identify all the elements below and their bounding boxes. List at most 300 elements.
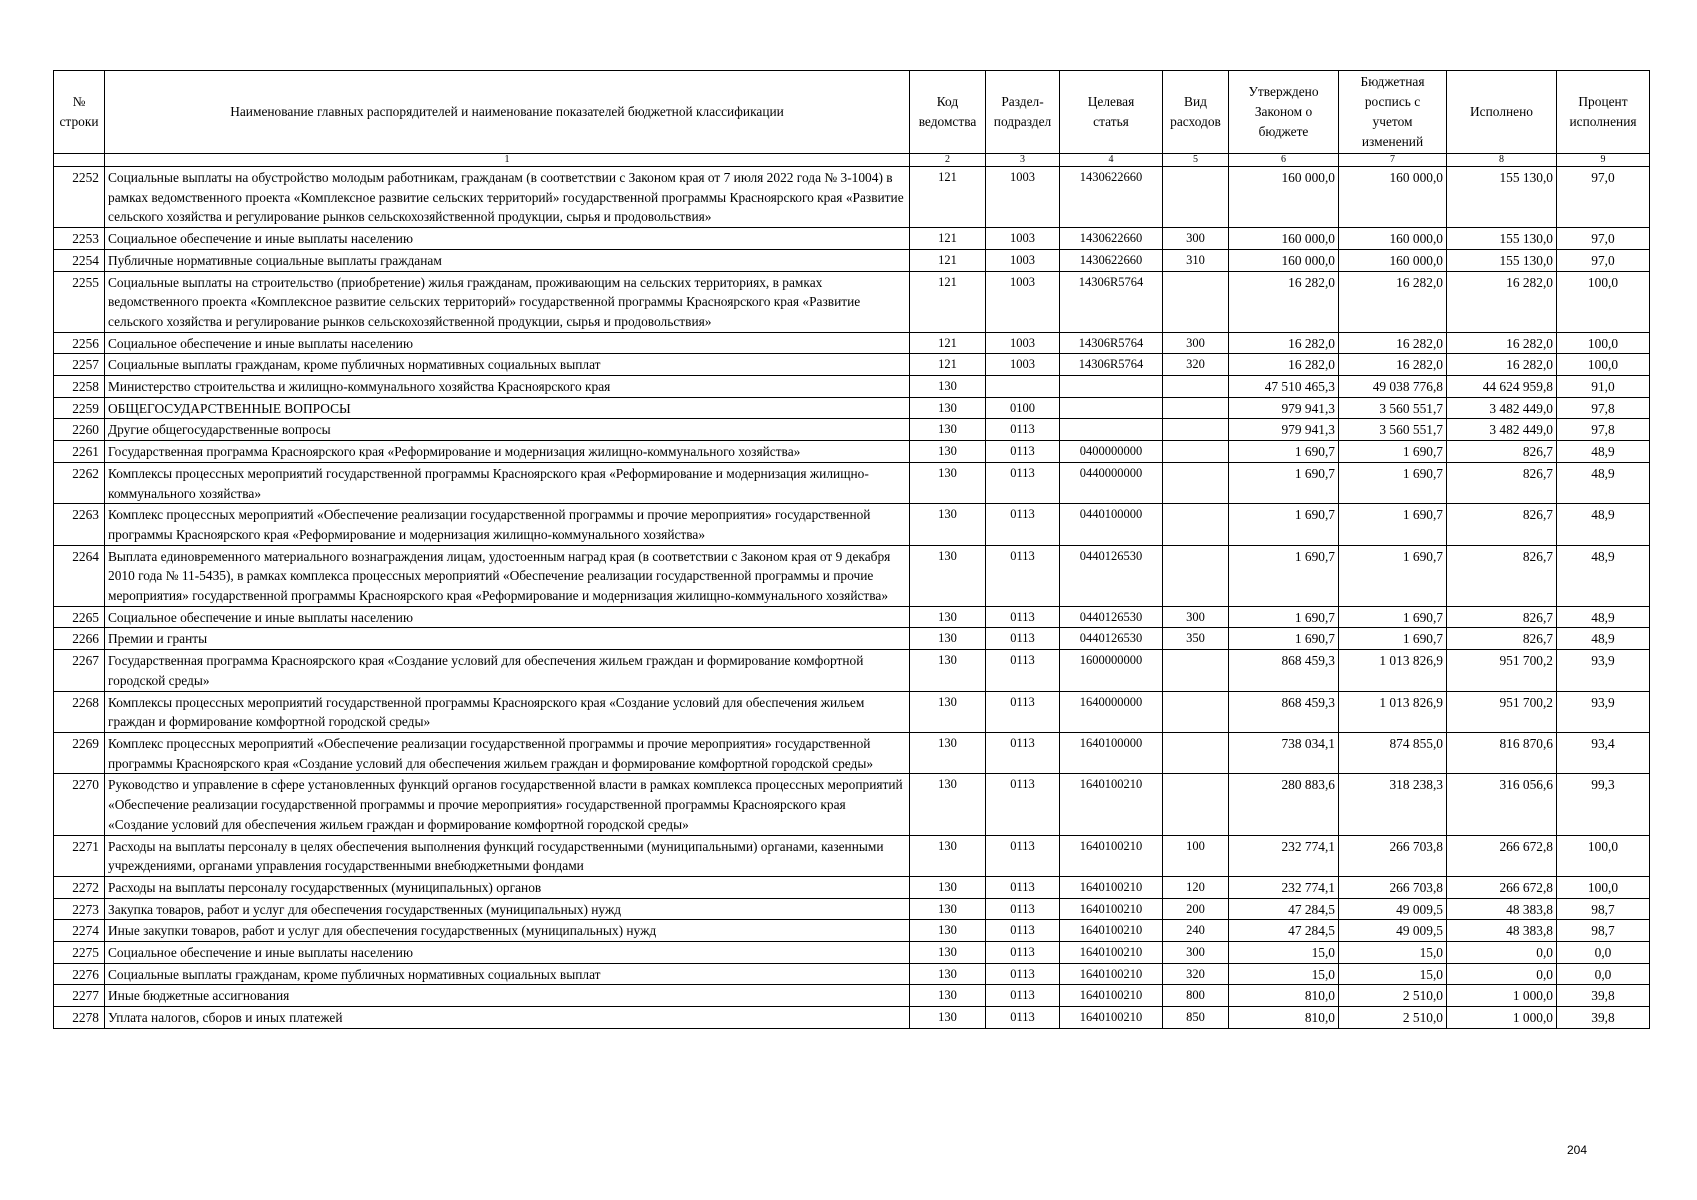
cell-target-article: 0400000000 [1060, 441, 1163, 463]
cell-expense-type [1163, 545, 1229, 606]
table-row [54, 942, 1650, 964]
cell-budget-list: 15,0 [1339, 942, 1447, 964]
cell-approved: 16 282,0 [1229, 354, 1339, 376]
cell-row-number: 2274 [54, 920, 105, 942]
cell-budget-list: 1 690,7 [1339, 545, 1447, 606]
cell-department-code: 130 [910, 650, 986, 691]
col-header-percent: Процент исполнения [1557, 71, 1650, 154]
column-number-row [54, 154, 1650, 167]
cell-approved: 15,0 [1229, 942, 1339, 964]
cell-name: Иные закупки товаров, работ и услуг для обеспечения государственных (муниципальных) нужд [105, 920, 910, 942]
cell-expense-type: 300 [1163, 228, 1229, 250]
cell-percent: 93,4 [1557, 732, 1650, 773]
table-row [54, 545, 1650, 606]
col-header-section: Раздел- подраздел [986, 71, 1060, 154]
cell-department-code: 130 [910, 774, 986, 835]
cell-expense-type [1163, 732, 1229, 773]
col-header-budget-list: Бюджетная роспись с учетом изменений [1339, 71, 1447, 154]
table-row [54, 332, 1650, 354]
cell-department-code: 130 [910, 876, 986, 898]
cell-approved: 1 690,7 [1229, 628, 1339, 650]
cell-percent: 48,9 [1557, 462, 1650, 503]
cell-executed: 826,7 [1447, 628, 1557, 650]
cell-executed: 951 700,2 [1447, 691, 1557, 732]
cell-expense-type: 300 [1163, 942, 1229, 964]
cell-target-article: 1640100210 [1060, 920, 1163, 942]
cell-target-article: 14306R5764 [1060, 332, 1163, 354]
cell-department-code: 130 [910, 628, 986, 650]
cell-section: 0113 [986, 628, 1060, 650]
cell-executed: 48 383,8 [1447, 920, 1557, 942]
table-row [54, 732, 1650, 773]
col-header-target-article: Целевая статья [1060, 71, 1163, 154]
header-row [54, 71, 1650, 154]
cell-expense-type: 310 [1163, 249, 1229, 271]
cell-target-article: 1640100210 [1060, 898, 1163, 920]
cell-section: 1003 [986, 271, 1060, 332]
cell-name: Комплексы процессных мероприятий государственной программы Красноярского края «Создание условий для обеспечения жильем граждан и формирование комфортной городской среды» [105, 691, 910, 732]
cell-executed: 155 130,0 [1447, 228, 1557, 250]
cell-section: 1003 [986, 228, 1060, 250]
cell-name: Уплата налогов, сборов и иных платежей [105, 1007, 910, 1029]
cell-target-article: 1640100210 [1060, 835, 1163, 876]
cell-target-article: 14306R5764 [1060, 354, 1163, 376]
cell-section: 0113 [986, 441, 1060, 463]
cell-target-article [1060, 419, 1163, 441]
cell-department-code: 130 [910, 606, 986, 628]
cell-target-article: 0440126530 [1060, 606, 1163, 628]
cell-approved: 1 690,7 [1229, 441, 1339, 463]
table-row [54, 920, 1650, 942]
cell-target-article: 1640100210 [1060, 942, 1163, 964]
cell-percent: 0,0 [1557, 942, 1650, 964]
cell-section: 0113 [986, 1007, 1060, 1029]
cell-budget-list: 2 510,0 [1339, 1007, 1447, 1029]
cell-percent: 48,9 [1557, 545, 1650, 606]
table-row [54, 1007, 1650, 1029]
cell-budget-list: 1 690,7 [1339, 606, 1447, 628]
cell-expense-type [1163, 376, 1229, 398]
cell-name: Социальное обеспечение и иные выплаты населению [105, 228, 910, 250]
cell-executed: 826,7 [1447, 606, 1557, 628]
cell-percent: 91,0 [1557, 376, 1650, 398]
cell-row-number: 2275 [54, 942, 105, 964]
cell-approved: 15,0 [1229, 963, 1339, 985]
cell-approved: 810,0 [1229, 1007, 1339, 1029]
table-row [54, 419, 1650, 441]
table-row [54, 271, 1650, 332]
cell-executed: 3 482 449,0 [1447, 397, 1557, 419]
cell-expense-type [1163, 271, 1229, 332]
cell-approved: 47 284,5 [1229, 898, 1339, 920]
cell-percent: 97,8 [1557, 397, 1650, 419]
cell-expense-type [1163, 691, 1229, 732]
cell-target-article [1060, 376, 1163, 398]
table-row [54, 606, 1650, 628]
cell-budget-list: 49 038 776,8 [1339, 376, 1447, 398]
cell-department-code: 121 [910, 249, 986, 271]
table-row [54, 354, 1650, 376]
cell-budget-list: 1 690,7 [1339, 628, 1447, 650]
cell-name: Социальные выплаты на строительство (приобретение) жилья гражданам, проживающим на сельских территориях, в рамках ведомственного проекта «Комплексное развитие сельских территорий» государственной программы Красноярского края «Развитие сельского хозяйства и регулирование рынков сельскохозяйственной продукции, сырья и продовольствия» [105, 271, 910, 332]
cell-approved: 232 774,1 [1229, 835, 1339, 876]
cell-target-article: 0440126530 [1060, 628, 1163, 650]
cell-name: ОБЩЕГОСУДАРСТВЕННЫЕ ВОПРОСЫ [105, 397, 910, 419]
cell-row-number: 2272 [54, 876, 105, 898]
cell-approved: 16 282,0 [1229, 332, 1339, 354]
cell-executed: 48 383,8 [1447, 898, 1557, 920]
cell-row-number: 2270 [54, 774, 105, 835]
cell-target-article: 14306R5764 [1060, 271, 1163, 332]
cell-budget-list: 49 009,5 [1339, 920, 1447, 942]
cell-approved: 280 883,6 [1229, 774, 1339, 835]
cell-executed: 1 000,0 [1447, 1007, 1557, 1029]
cell-section: 0113 [986, 963, 1060, 985]
col-header-executed: Исполнено [1447, 71, 1557, 154]
cell-approved: 47 284,5 [1229, 920, 1339, 942]
cell-percent: 97,0 [1557, 249, 1650, 271]
cell-budget-list: 3 560 551,7 [1339, 397, 1447, 419]
cell-name: Премии и гранты [105, 628, 910, 650]
cell-expense-type [1163, 397, 1229, 419]
cell-budget-list: 160 000,0 [1339, 167, 1447, 228]
cell-approved: 738 034,1 [1229, 732, 1339, 773]
cell-section: 0113 [986, 876, 1060, 898]
table-row [54, 167, 1650, 228]
cell-department-code: 130 [910, 462, 986, 503]
cell-row-number: 2278 [54, 1007, 105, 1029]
table-row [54, 504, 1650, 545]
cell-department-code: 121 [910, 354, 986, 376]
cell-section: 0113 [986, 419, 1060, 441]
cell-section: 0113 [986, 504, 1060, 545]
cell-percent: 39,8 [1557, 1007, 1650, 1029]
cell-executed: 44 624 959,8 [1447, 376, 1557, 398]
budget-table [53, 70, 1650, 1029]
cell-executed: 16 282,0 [1447, 271, 1557, 332]
cell-expense-type [1163, 504, 1229, 545]
col-header-name: Наименование главных распорядителей и наименование показателей бюджетной классификации [105, 71, 910, 154]
cell-approved: 979 941,3 [1229, 419, 1339, 441]
table-row [54, 985, 1650, 1007]
cell-section: 0113 [986, 835, 1060, 876]
cell-approved: 1 690,7 [1229, 606, 1339, 628]
cell-row-number: 2262 [54, 462, 105, 503]
cell-executed: 0,0 [1447, 963, 1557, 985]
cell-department-code: 130 [910, 441, 986, 463]
cell-executed: 266 672,8 [1447, 835, 1557, 876]
cell-section: 1003 [986, 167, 1060, 228]
table-row [54, 249, 1650, 271]
cell-budget-list: 1 690,7 [1339, 504, 1447, 545]
cell-name: Социальное обеспечение и иные выплаты населению [105, 332, 910, 354]
cell-approved: 232 774,1 [1229, 876, 1339, 898]
cell-department-code: 130 [910, 376, 986, 398]
cell-executed: 816 870,6 [1447, 732, 1557, 773]
cell-row-number: 2276 [54, 963, 105, 985]
cell-expense-type [1163, 462, 1229, 503]
cell-department-code: 130 [910, 985, 986, 1007]
cell-expense-type [1163, 441, 1229, 463]
page-number: 204 [1567, 1143, 1588, 1157]
cell-name: Социальное обеспечение и иные выплаты населению [105, 942, 910, 964]
cell-executed: 826,7 [1447, 545, 1557, 606]
cell-percent: 98,7 [1557, 898, 1650, 920]
table-row [54, 876, 1650, 898]
cell-section: 0113 [986, 942, 1060, 964]
cell-executed: 266 672,8 [1447, 876, 1557, 898]
cell-expense-type: 100 [1163, 835, 1229, 876]
cell-budget-list: 49 009,5 [1339, 898, 1447, 920]
cell-budget-list: 1 690,7 [1339, 441, 1447, 463]
cell-target-article: 0440000000 [1060, 462, 1163, 503]
cell-row-number: 2268 [54, 691, 105, 732]
table-row [54, 376, 1650, 398]
table-row [54, 774, 1650, 835]
cell-percent: 97,8 [1557, 419, 1650, 441]
cell-section [986, 376, 1060, 398]
cell-row-number: 2258 [54, 376, 105, 398]
cell-percent: 0,0 [1557, 963, 1650, 985]
cell-target-article: 1430622660 [1060, 249, 1163, 271]
cell-row-number: 2271 [54, 835, 105, 876]
cell-approved: 868 459,3 [1229, 691, 1339, 732]
cell-department-code: 130 [910, 1007, 986, 1029]
col-number-3: 3 [986, 154, 1060, 167]
cell-executed: 826,7 [1447, 462, 1557, 503]
cell-expense-type: 320 [1163, 963, 1229, 985]
cell-target-article: 1640100210 [1060, 985, 1163, 1007]
col-header-approved: Утверждено Законом о бюджете [1229, 71, 1339, 154]
cell-budget-list: 160 000,0 [1339, 249, 1447, 271]
cell-name: Иные бюджетные ассигнования [105, 985, 910, 1007]
cell-department-code: 130 [910, 898, 986, 920]
cell-percent: 48,9 [1557, 606, 1650, 628]
col-header-expense-type: Вид расходов [1163, 71, 1229, 154]
cell-target-article: 0440126530 [1060, 545, 1163, 606]
cell-budget-list: 874 855,0 [1339, 732, 1447, 773]
cell-percent: 100,0 [1557, 271, 1650, 332]
cell-percent: 98,7 [1557, 920, 1650, 942]
cell-expense-type: 800 [1163, 985, 1229, 1007]
cell-name: Социальное обеспечение и иные выплаты населению [105, 606, 910, 628]
cell-row-number: 2273 [54, 898, 105, 920]
cell-section: 0113 [986, 606, 1060, 628]
cell-expense-type [1163, 419, 1229, 441]
cell-name: Государственная программа Красноярского края «Реформирование и модернизация жилищно-коммунального хозяйства» [105, 441, 910, 463]
cell-budget-list: 15,0 [1339, 963, 1447, 985]
cell-percent: 93,9 [1557, 650, 1650, 691]
cell-approved: 1 690,7 [1229, 504, 1339, 545]
cell-executed: 16 282,0 [1447, 354, 1557, 376]
cell-approved: 1 690,7 [1229, 462, 1339, 503]
cell-name: Комплекс процессных мероприятий «Обеспечение реализации государственной программы и прочие мероприятия» государственной программы Красноярского края «Создание условий для обеспечения жильем граждан и формирование комфортной городской среды» [105, 732, 910, 773]
cell-department-code: 130 [910, 419, 986, 441]
cell-expense-type: 300 [1163, 332, 1229, 354]
cell-expense-type [1163, 167, 1229, 228]
cell-row-number: 2256 [54, 332, 105, 354]
cell-department-code: 130 [910, 835, 986, 876]
table-row [54, 628, 1650, 650]
col-number-0 [54, 154, 105, 167]
cell-budget-list: 1 690,7 [1339, 462, 1447, 503]
col-number-4: 4 [1060, 154, 1163, 167]
table-row [54, 963, 1650, 985]
cell-name: Министерство строительства и жилищно-коммунального хозяйства Красноярского края [105, 376, 910, 398]
cell-department-code: 121 [910, 332, 986, 354]
cell-expense-type: 200 [1163, 898, 1229, 920]
cell-name: Закупка товаров, работ и услуг для обеспечения государственных (муниципальных) нужд [105, 898, 910, 920]
cell-executed: 316 056,6 [1447, 774, 1557, 835]
cell-budget-list: 266 703,8 [1339, 835, 1447, 876]
cell-department-code: 130 [910, 545, 986, 606]
cell-department-code: 130 [910, 942, 986, 964]
cell-executed: 0,0 [1447, 942, 1557, 964]
cell-budget-list: 160 000,0 [1339, 228, 1447, 250]
cell-section: 0113 [986, 898, 1060, 920]
cell-expense-type: 120 [1163, 876, 1229, 898]
table-row [54, 691, 1650, 732]
cell-percent: 93,9 [1557, 691, 1650, 732]
cell-row-number: 2253 [54, 228, 105, 250]
cell-executed: 826,7 [1447, 504, 1557, 545]
table-body [54, 167, 1650, 1029]
table-row [54, 462, 1650, 503]
cell-approved: 810,0 [1229, 985, 1339, 1007]
cell-executed: 951 700,2 [1447, 650, 1557, 691]
cell-name: Социальные выплаты гражданам, кроме публичных нормативных социальных выплат [105, 354, 910, 376]
cell-target-article [1060, 397, 1163, 419]
cell-name: Социальные выплаты гражданам, кроме публичных нормативных социальных выплат [105, 963, 910, 985]
cell-department-code: 130 [910, 504, 986, 545]
cell-name: Комплекс процессных мероприятий «Обеспечение реализации государственной программы и прочие мероприятия» государственной программы Красноярского края «Реформирование и модернизация жилищно-коммунального хозяйства» [105, 504, 910, 545]
cell-department-code: 121 [910, 167, 986, 228]
table-row [54, 228, 1650, 250]
cell-percent: 100,0 [1557, 332, 1650, 354]
col-header-row-number: № строки [54, 71, 105, 154]
cell-percent: 97,0 [1557, 228, 1650, 250]
cell-approved: 160 000,0 [1229, 167, 1339, 228]
cell-target-article: 1430622660 [1060, 167, 1163, 228]
cell-target-article: 1640000000 [1060, 691, 1163, 732]
cell-percent: 48,9 [1557, 441, 1650, 463]
cell-section: 0113 [986, 691, 1060, 732]
cell-name: Публичные нормативные социальные выплаты гражданам [105, 249, 910, 271]
cell-department-code: 121 [910, 228, 986, 250]
cell-target-article: 1430622660 [1060, 228, 1163, 250]
cell-target-article: 1640100210 [1060, 963, 1163, 985]
cell-row-number: 2277 [54, 985, 105, 1007]
cell-name: Другие общегосударственные вопросы [105, 419, 910, 441]
cell-expense-type: 240 [1163, 920, 1229, 942]
cell-section: 0113 [986, 985, 1060, 1007]
cell-row-number: 2260 [54, 419, 105, 441]
cell-target-article: 1600000000 [1060, 650, 1163, 691]
cell-row-number: 2267 [54, 650, 105, 691]
cell-percent: 39,8 [1557, 985, 1650, 1007]
cell-section: 0113 [986, 650, 1060, 691]
cell-budget-list: 1 013 826,9 [1339, 650, 1447, 691]
cell-approved: 47 510 465,3 [1229, 376, 1339, 398]
cell-approved: 979 941,3 [1229, 397, 1339, 419]
cell-row-number: 2259 [54, 397, 105, 419]
table-row [54, 397, 1650, 419]
cell-budget-list: 318 238,3 [1339, 774, 1447, 835]
cell-department-code: 121 [910, 271, 986, 332]
cell-section: 0113 [986, 545, 1060, 606]
cell-percent: 100,0 [1557, 876, 1650, 898]
cell-expense-type: 350 [1163, 628, 1229, 650]
cell-name: Расходы на выплаты персоналу государственных (муниципальных) органов [105, 876, 910, 898]
cell-name: Выплата единовременного материального вознаграждения лицам, удостоенным наград края (в соответствии с Законом края от 9 декабря 2010 года № 11-5435), в рамках комплекса процессных мероприятий «Обеспечение реализации государственной программы и прочие мероприятия» государственной программы Красноярского края «Реформирование и модернизация жилищно-коммунального хозяйства» [105, 545, 910, 606]
col-number-6: 6 [1229, 154, 1339, 167]
cell-name: Социальные выплаты на обустройство молодым работникам, гражданам (в соответствии с Законом края от 7 июля 2022 года № 3-1004) в рамках ведомственного проекта «Комплексное развитие сельских территорий» государственной программы Красноярского края «Развитие сельского хозяйства и регулирование рынков сельскохозяйственной продукции, сырья и продовольствия» [105, 167, 910, 228]
table-row [54, 898, 1650, 920]
cell-executed: 3 482 449,0 [1447, 419, 1557, 441]
cell-budget-list: 1 013 826,9 [1339, 691, 1447, 732]
cell-expense-type: 320 [1163, 354, 1229, 376]
col-header-department-code: Код ведомства [910, 71, 986, 154]
col-number-8: 8 [1447, 154, 1557, 167]
cell-percent: 100,0 [1557, 354, 1650, 376]
cell-approved: 868 459,3 [1229, 650, 1339, 691]
cell-target-article: 1640100000 [1060, 732, 1163, 773]
cell-percent: 99,3 [1557, 774, 1650, 835]
cell-row-number: 2261 [54, 441, 105, 463]
cell-executed: 826,7 [1447, 441, 1557, 463]
table-row [54, 650, 1650, 691]
cell-section: 0113 [986, 920, 1060, 942]
cell-percent: 48,9 [1557, 504, 1650, 545]
cell-percent: 100,0 [1557, 835, 1650, 876]
cell-department-code: 130 [910, 732, 986, 773]
cell-row-number: 2266 [54, 628, 105, 650]
col-number-9: 9 [1557, 154, 1650, 167]
cell-budget-list: 3 560 551,7 [1339, 419, 1447, 441]
cell-department-code: 130 [910, 963, 986, 985]
cell-row-number: 2255 [54, 271, 105, 332]
cell-approved: 160 000,0 [1229, 249, 1339, 271]
cell-expense-type [1163, 774, 1229, 835]
cell-section: 1003 [986, 354, 1060, 376]
cell-row-number: 2269 [54, 732, 105, 773]
cell-budget-list: 2 510,0 [1339, 985, 1447, 1007]
cell-target-article: 1640100210 [1060, 774, 1163, 835]
cell-name: Руководство и управление в сфере установленных функций органов государственной власти в рамках комплекса процессных мероприятий «Обеспечение реализации государственной программы и прочие мероприятия» государственной программы Красноярского края «Создание условий для обеспечения жильем граждан и формирование комфортной городской среды» [105, 774, 910, 835]
cell-expense-type: 300 [1163, 606, 1229, 628]
cell-percent: 48,9 [1557, 628, 1650, 650]
cell-section: 0113 [986, 462, 1060, 503]
cell-approved: 160 000,0 [1229, 228, 1339, 250]
cell-target-article: 1640100210 [1060, 1007, 1163, 1029]
cell-budget-list: 16 282,0 [1339, 332, 1447, 354]
table-row [54, 835, 1650, 876]
cell-row-number: 2252 [54, 167, 105, 228]
cell-budget-list: 16 282,0 [1339, 271, 1447, 332]
cell-section: 0100 [986, 397, 1060, 419]
cell-row-number: 2264 [54, 545, 105, 606]
cell-budget-list: 16 282,0 [1339, 354, 1447, 376]
cell-executed: 155 130,0 [1447, 167, 1557, 228]
col-number-7: 7 [1339, 154, 1447, 167]
cell-section: 0113 [986, 774, 1060, 835]
cell-expense-type: 850 [1163, 1007, 1229, 1029]
cell-executed: 16 282,0 [1447, 332, 1557, 354]
cell-section: 0113 [986, 732, 1060, 773]
col-number-5: 5 [1163, 154, 1229, 167]
cell-row-number: 2254 [54, 249, 105, 271]
cell-department-code: 130 [910, 920, 986, 942]
